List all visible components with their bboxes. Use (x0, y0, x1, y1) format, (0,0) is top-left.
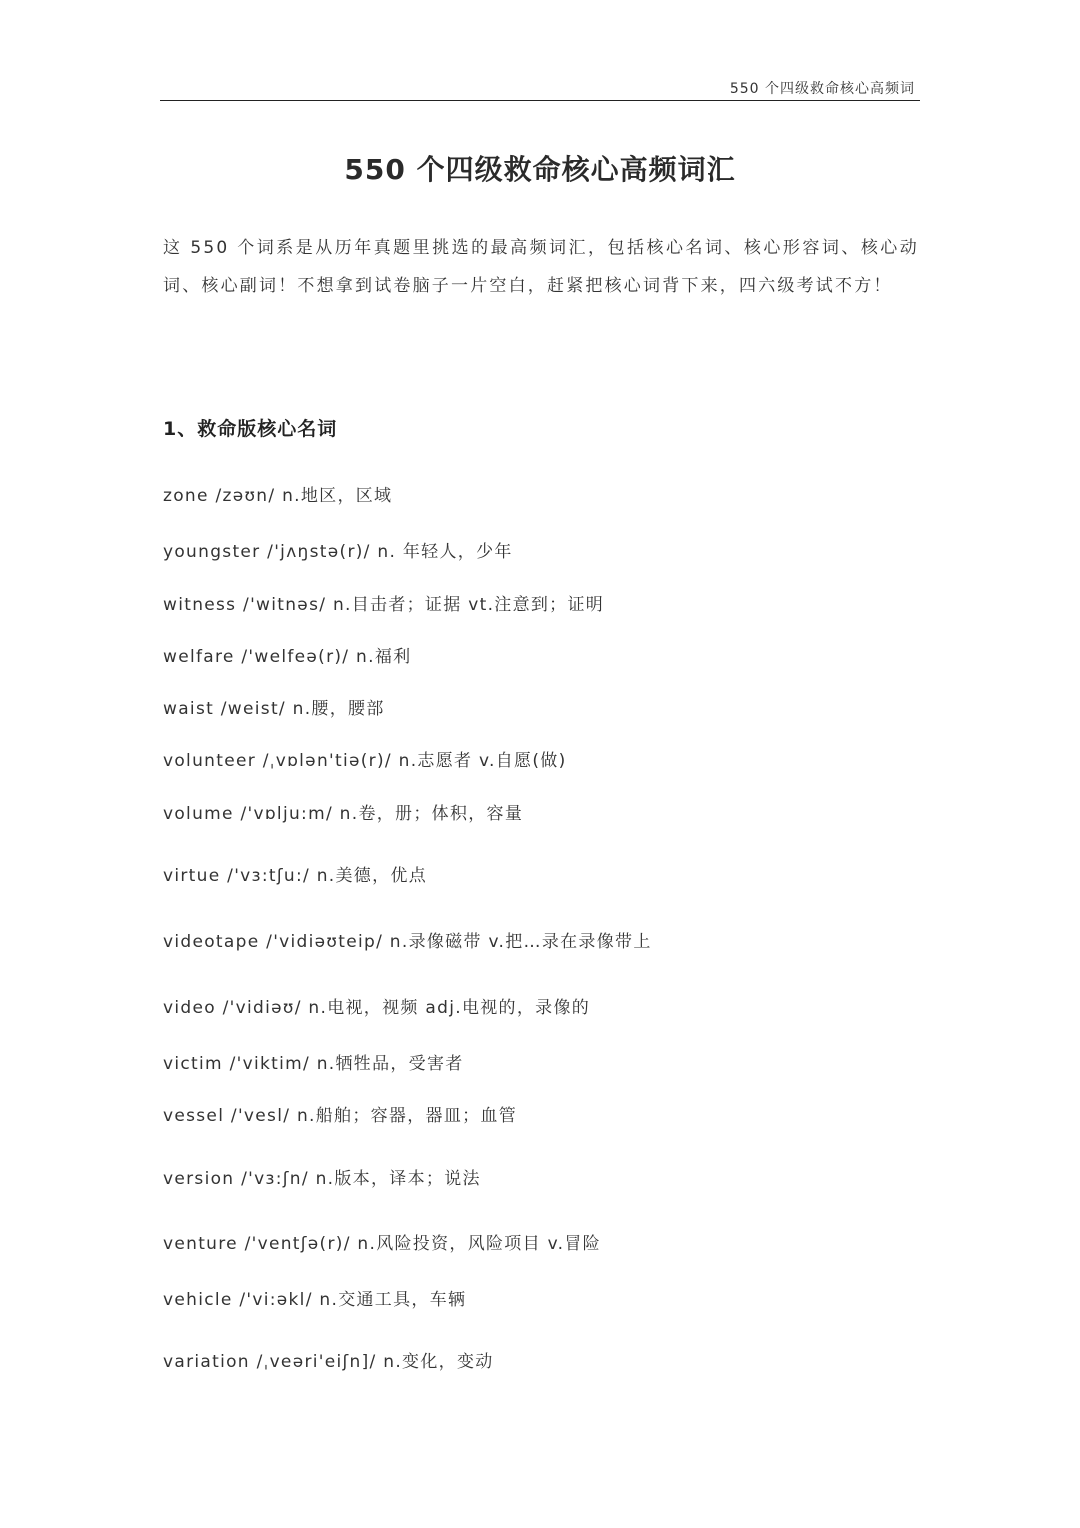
vocab-entry-youngster: youngster /'jʌŋstə(r)/ n. 年轻人，少年 (163, 542, 513, 562)
vocab-entry-welfare: welfare /'welfeə(r)/ n.福利 (163, 647, 412, 667)
vocab-entry-virtue: virtue /'vɜ:tʃu:/ n.美德，优点 (163, 866, 427, 886)
running-header: 550 个四级救命核心高频词 (729, 81, 915, 97)
vocab-entry-vessel: vessel /'vesl/ n.船舶；容器，器皿；血管 (163, 1106, 518, 1126)
vocab-entry-witness: witness /'witnəs/ n.目击者；证据 vt.注意到；证明 (163, 595, 605, 615)
section-heading: 1、救命版核心名词 (163, 418, 338, 440)
vocab-entry-zone: zone /zəʊn/ n.地区，区域 (163, 486, 393, 506)
vocab-entry-victim: victim /'viktim/ n.牺牲品，受害者 (163, 1054, 464, 1074)
vocab-entry-volunteer: volunteer /ˌvɒlən'tiə(r)/ n.志愿者 v.自愿(做) (163, 751, 567, 771)
vocab-entry-videotape: videotape /'vidiəʊteip/ n.录像磁带 v.把…录在录像带上 (163, 932, 652, 952)
header-rule (160, 100, 920, 101)
vocab-entry-venture: venture /'ventʃə(r)/ n.风险投资，风险项目 v.冒险 (163, 1234, 601, 1254)
document-title: 550 个四级救命核心高频词汇 (344, 153, 736, 186)
vocab-entry-variation: variation /ˌveəri'eiʃn]/ n.变化，变动 (163, 1352, 494, 1372)
vocab-entry-video: video /'vidiəʊ/ n.电视，视频 adj.电视的，录像的 (163, 998, 591, 1018)
intro-paragraph: 这 550 个词系是从历年真题里挑选的最高频词汇，包括核心名词、核心形容词、核心动词、核心副词！不想拿到试卷脑子一片空白，赶紧把核心词背下来，四六级考试不方！ (163, 238, 919, 296)
vocab-entry-vehicle: vehicle /'vi:əkl/ n.交通工具，车辆 (163, 1290, 467, 1310)
vocab-entry-version: version /'vɜ:ʃn/ n.版本，译本；说法 (163, 1169, 481, 1189)
vocab-entry-volume: volume /'vɒlju:m/ n.卷，册；体积，容量 (163, 804, 524, 824)
vocab-entry-waist: waist /weist/ n.腰，腰部 (163, 699, 385, 719)
